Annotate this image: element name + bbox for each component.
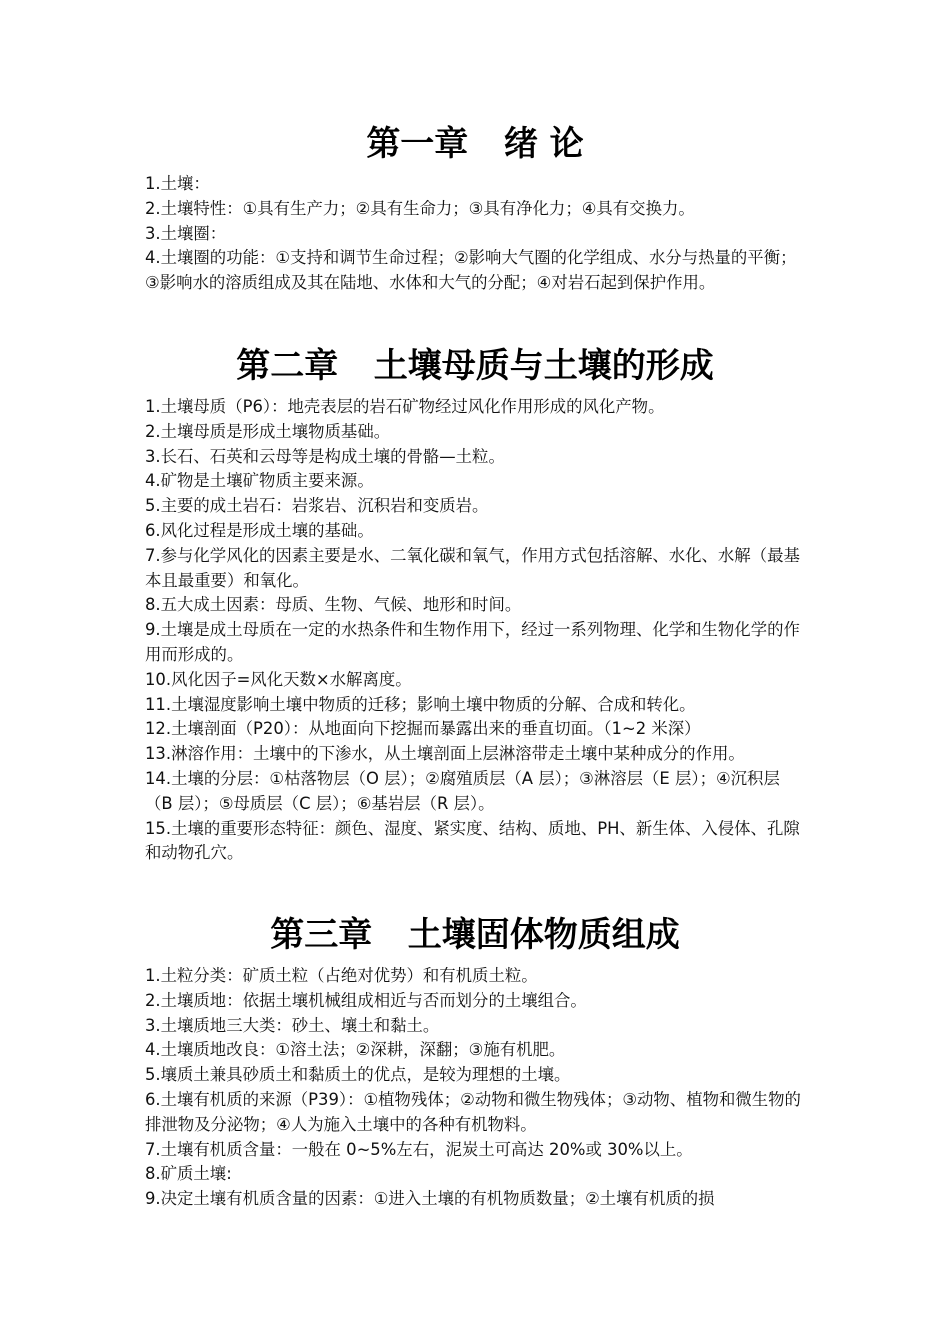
- list-item: 4.土壤质地改良：①溶土法；②深耕，深翻；③施有机肥。: [145, 1040, 566, 1060]
- list-item: 14.土壤的分层：①枯落物层（O 层）；②腐殖质层（A 层）；③淋溶层（E 层）；④沉积层（B 层）；⑤母质层（C 层）；⑥基岩层（R 层）。: [145, 768, 780, 813]
- list-item: 4.矿物是土壤矿物质主要来源。: [145, 471, 374, 491]
- list-item: 4.土壤圈的功能：①支持和调节生命过程；②影响大气圈的化学组成、水分与热量的平衡；③影响水的溶质组成及其在陆地、水体和大气的分配；④对岩石起到保护作用。: [145, 248, 797, 293]
- list-item: 15.土壤的重要形态特征：颜色、湿度、紧实度、结构、质地、PH、新生体、入侵体、孔隙和动物孔穴。: [145, 818, 800, 863]
- list-item: 9.土壤是成土母质在一定的水热条件和生物作用下，经过一系列物理、化学和生物化学的作用而形成的。: [145, 620, 800, 664]
- chapter-1-items: [145, 172, 805, 296]
- list-item: 2.土壤母质是形成土壤物质基础。: [145, 421, 391, 441]
- list-item: 5.壤质土兼具砂质土和黏质土的优点，是较为理想的土壤。: [145, 1065, 571, 1085]
- list-item: 2.土壤质地：依据土壤机械组成相近与否而划分的土壤组合。: [145, 990, 587, 1010]
- list-item: 8.矿质土壤:: [145, 1164, 232, 1184]
- chapter-2-items: [145, 395, 805, 866]
- list-item: 3.长石、石英和云母等是构成土壤的骨骼—土粒。: [145, 446, 505, 466]
- list-item: 6.风化过程是形成土壤的基础。: [145, 520, 374, 540]
- list-item: 9.决定土壤有机质含量的因素：①进入土壤的有机物质数量；②土壤有机质的损: [145, 1189, 715, 1209]
- list-item: 11.土壤湿度影响土壤中物质的迁移；影响土壤中物质的分解、合成和转化。: [145, 694, 696, 714]
- chapter-3: [145, 915, 805, 1212]
- list-item: 12.土壤剖面（P20）：从地面向下挖掘而暴露出来的垂直切面。（1~2 米深）: [145, 719, 701, 739]
- list-item: 13.淋溶作用：土壤中的下渗水，从土壤剖面上层淋溶带走土壤中某种成分的作用。: [145, 744, 745, 764]
- list-item: 1.土粒分类：矿质土粒（占绝对优势）和有机质土粒。: [145, 966, 538, 985]
- list-item: 2.土壤特性：①具有生产力；②具有生命力；③具有净化力；④具有交换力。: [145, 198, 695, 218]
- chapter-title: 第三章 土壤固体物质组成: [270, 915, 680, 955]
- list-item: 1.土壤：: [145, 174, 210, 193]
- list-item: 5.主要的成土岩石：岩浆岩、沉积岩和变质岩。: [145, 496, 489, 516]
- list-item: 10.风化因子=风化天数×水解离度。: [145, 669, 412, 689]
- list-item: 1.土壤母质（P6）：地壳表层的岩石矿物经过风化作用形成的风化产物。: [145, 397, 665, 416]
- list-item: 3.土壤质地三大类：砂土、壤土和黏土。: [145, 1015, 440, 1035]
- chapter-title: 第一章 绪 论: [366, 124, 584, 164]
- list-item: 7.土壤有机质含量：一般在 0~5%左右，泥炭土可高达 20%或 30%以上。: [145, 1139, 693, 1159]
- chapter-3-items: [145, 964, 805, 1212]
- list-item: 3.土壤圈：: [145, 223, 227, 243]
- list-item: 6.土壤有机质的来源（P39）：①植物残体；②动物和微生物残体；③动物、植物和微生物的排泄物及分泌物；④人为施入土壤中的各种有机物料。: [145, 1089, 801, 1134]
- list-item: 7.参与化学风化的因素主要是水、二氧化碳和氧气，作用方式包括溶解、水化、水解（最基本且最重要）和氧化。: [145, 545, 800, 590]
- chapter-2: [145, 346, 805, 866]
- chapter-title: 第二章 土壤母质与土壤的形成: [236, 346, 714, 386]
- list-item: 8.五大成土因素：母质、生物、气候、地形和时间。: [145, 595, 522, 615]
- chapter-1: [145, 124, 805, 296]
